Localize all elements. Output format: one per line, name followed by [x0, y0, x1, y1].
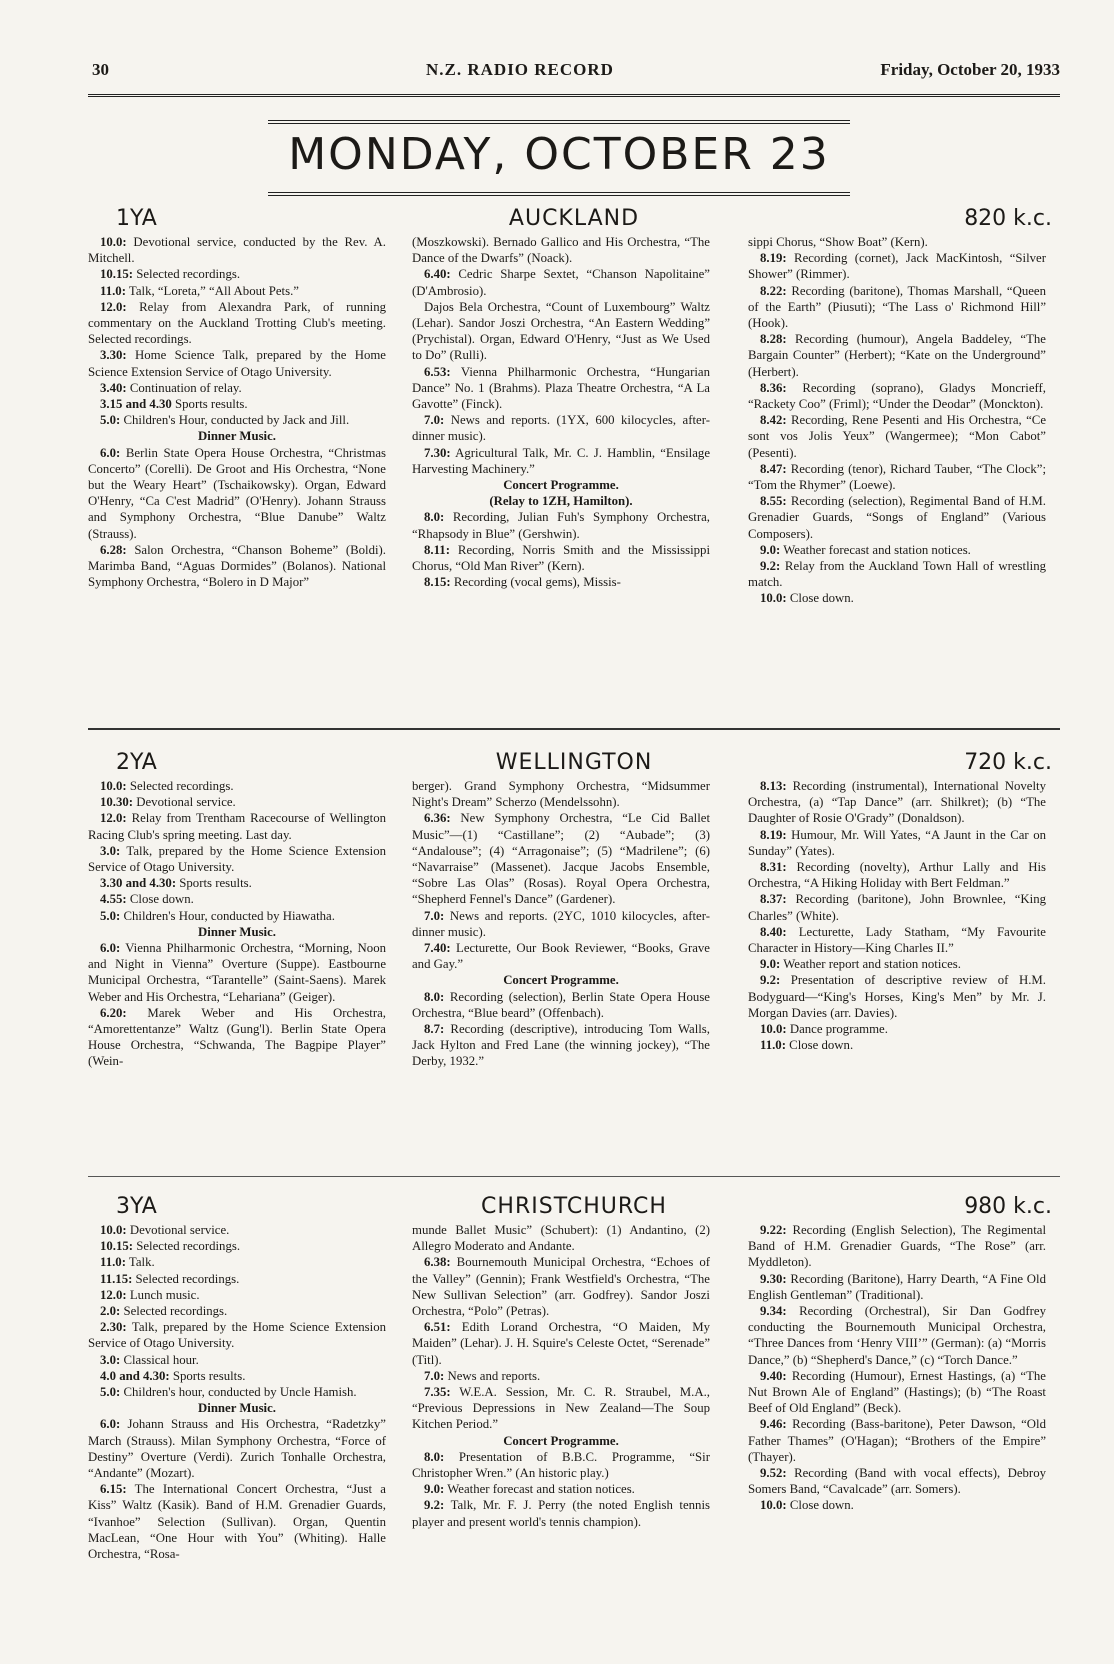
programme-time: 4.55: [100, 892, 127, 907]
programme-time: 6.51: [424, 1320, 451, 1335]
programme-text: Recording (selection), Berlin State Opera House Orchestra, “Blue beard” (Offenbach). [412, 989, 710, 1020]
programme-entry [88, 1254, 386, 1270]
programme-time: 3.0: [100, 843, 121, 858]
programme-time: 9.40: [760, 1368, 787, 1383]
programme-text: Talk, Mr. F. J. Perry (the noted English tennis player and present world's tennis champion). [412, 1498, 710, 1529]
programme-entry [748, 493, 1046, 542]
programme-entry [748, 558, 1046, 590]
masthead: N.Z. RADIO RECORD [426, 60, 614, 79]
programme-entry [88, 412, 386, 428]
station-frequency: 820 k.c. [964, 206, 1052, 231]
programme-text: Close down. [786, 591, 854, 606]
programme-time: 7.35: [424, 1385, 451, 1400]
column-2ya-1 [88, 778, 386, 1070]
programme-entry [748, 234, 1046, 250]
programme-text: Home Science Talk, prepared by the Home Science Extension Service of Otago University. [88, 348, 386, 379]
header-rule [88, 94, 1060, 97]
programme-time: 9.46: [760, 1417, 787, 1432]
programme-time: 3.30 and 4.30: [100, 876, 177, 891]
programme-text: News and reports. (1YX, 600 kilocycles, after-dinner music). [412, 413, 710, 444]
programme-text: News and reports. [444, 1368, 541, 1383]
programme-entry [412, 810, 710, 907]
programme-time: 9.2: [424, 1498, 445, 1513]
programme-text: Selected recordings. [126, 779, 234, 793]
programme-subheading: Concert Programme. [503, 973, 619, 988]
programme-text: Recording (descriptive), introducing Tom Walls, Jack Hylton and Fred Lane (the winning jockey), “The Derby, 1932.” [412, 1022, 710, 1069]
programme-entry [88, 1416, 386, 1481]
programme-time: 3.15 and 4.30 [100, 397, 172, 412]
programme-entry [412, 908, 710, 940]
programme-text: Berlin State Opera House Orchestra, “Christmas Concerto” (Corelli). De Groot and His Orchestra, “None but the Weary Heart” (Tschaikowsky). Organ, Edward O'Henry, “Ca C'est Madrid” (O'Henry). Johann Strauss and Symphony Orchestra, “Blue Danube” Waltz (Strauss). [88, 445, 386, 541]
programme-time: 9.34: [760, 1304, 787, 1319]
programme-entry [412, 412, 710, 444]
programme-text: Recording (selection), Regimental Band of H.M. Grenadier Guards, “Songs of England” (Various Composers). [748, 494, 1046, 541]
programme-time: 10.0: [100, 235, 127, 249]
programme-text: Close down. [126, 892, 194, 907]
programme-entry [748, 972, 1046, 1021]
section-divider [88, 728, 1060, 730]
programme-entry [748, 1368, 1046, 1417]
station-frequency: 980 k.c. [964, 1194, 1052, 1219]
programme-time: 2.30: [100, 1320, 127, 1335]
programme-text: Selected recordings. [133, 1239, 241, 1254]
programme-text: Recording, Norris Smith and the Mississippi Chorus, “Old Man River” (Kern). [412, 542, 710, 574]
programme-entry [88, 1319, 386, 1351]
programme-time: 3.40: [100, 380, 127, 395]
programme-time: 9.22: [760, 1223, 787, 1237]
programme-time: 7.30: [424, 445, 451, 460]
column-3ya-1 [88, 1222, 386, 1562]
programme-text: Recording (soprano), Gladys Moncrieff, “Rackety Coo” (Friml); “Under the Deodar” (Monckton). [748, 380, 1046, 412]
programme-entry [88, 380, 386, 396]
programme-entry [748, 1416, 1046, 1465]
programme-entry [748, 1465, 1046, 1497]
programme-text: berger). Grand Symphony Orchestra, “Midsummer Night's Dream” Scherzo (Mendelssohn). [412, 779, 710, 810]
programme-entry [748, 924, 1046, 956]
programme-time: 8.0: [424, 1449, 445, 1464]
programme-text: sippi Chorus, “Show Boat” (Kern). [748, 235, 928, 249]
programme-entry [412, 1319, 710, 1368]
programme-entry [88, 1222, 386, 1238]
programme-text: Selected recordings. [120, 1304, 228, 1319]
programme-entry [412, 542, 710, 574]
programme-time: 8.37: [760, 892, 787, 907]
programme-text: Humour, Mr. Will Yates, “A Jaunt in the Car on Sunday” (Yates). [748, 827, 1046, 858]
programme-entry [412, 940, 710, 972]
programme-text: Talk, prepared by the Home Science Extension Service of Otago University. [88, 1320, 386, 1351]
programme-subheading: Dinner Music. [198, 924, 276, 939]
programme-time: 8.7: [424, 1022, 445, 1037]
programme-text: Recording, Julian Fuh's Symphony Orchestra, “Rhapsody in Blue” (Gershwin). [412, 510, 710, 541]
programme-text: News and reports. (2YC, 1010 kilocycles, after-dinner music). [412, 908, 710, 939]
programme-entry [88, 875, 386, 891]
programme-entry [88, 1005, 386, 1070]
programme-entry [748, 1037, 1046, 1053]
programme-entry [412, 299, 710, 364]
programme-text: New Symphony Orchestra, “Le Cid Ballet Music”—(1) “Castillane”; (2) “Aubade”; (3) “Andalouse”; (4) “Arragonaise”; (5) “Madrilene”; (6) “Navarraise” (Massenet). Jacque Jacobs Ensemble, “Sobre Las Olas” (Rosas). Royal Opera Orchestra, “Shepherd Fennel's Dance” (Gardener). [412, 811, 710, 907]
programme-text: Edith Lorand Orchestra, “O Maiden, My Maiden” (Lehar). J. H. Squire's Celeste Octet, “Serenade” (Titl). [412, 1320, 710, 1367]
programme-time: 5.0: [100, 413, 121, 428]
programme-time: 7.40: [424, 941, 451, 956]
programme-time: 6.0: [100, 941, 121, 956]
programme-text: Recording (Bass-baritone), Peter Dawson, “Old Father Thames” (O'Hagan); “Brothers of the Empire” (Thayer). [748, 1417, 1046, 1464]
programme-time: 10.0: [100, 779, 127, 793]
programme-text: Lunch music. [126, 1287, 200, 1302]
programme-time: 9.30: [760, 1271, 787, 1286]
programme-text: Recording (cornet), Jack MacKintosh, “Silver Shower” (Rimmer). [748, 251, 1046, 282]
programme-time: 8.22: [760, 283, 787, 298]
programme-text: munde Ballet Music” (Schubert): (1) Andantino, (2) Allegro Moderato and Andante. [412, 1223, 710, 1254]
programme-entry [88, 1384, 386, 1400]
programme-text: Weather forecast and station notices. [444, 1482, 635, 1497]
programme-text: Recording (humour), Angela Baddeley, “The Bargain Counter” (Herbert); “Kate on the Underground” (Herbert). [748, 332, 1046, 379]
programme-entry [412, 266, 710, 298]
programme-time: 5.0: [100, 908, 121, 923]
programme-time: 9.2: [760, 559, 781, 574]
section-divider [88, 1176, 1060, 1177]
programme-text: Bournemouth Municipal Orchestra, “Echoes of the Valley” (Gennin); Frank Westfield's Orchestra, “The New Sullivan Selection” (arr. Godfrey). Sandor Joszi Orchestra, “Polo” (Petras). [412, 1255, 710, 1319]
programme-entry [88, 843, 386, 875]
programme-time: 6.38: [424, 1255, 451, 1270]
programme-entry [748, 461, 1046, 493]
column-1ya-1 [88, 234, 386, 590]
programme-text: The International Concert Orchestra, “Just a Kiss” Waltz (Kasik). Band of H.M. Grenadier Guards, “Ivanhoe” Selection (Sullivan). Organ, Quentin MacLean, “One Hour with You” (Whiting). Halle Orchestra, “Rosa- [88, 1482, 386, 1562]
programme-entry [88, 1352, 386, 1368]
programme-time: 12.0: [100, 299, 127, 314]
programme-text: Sports results. [176, 876, 252, 891]
programme-entry [88, 1238, 386, 1254]
column-2ya-3 [748, 778, 1046, 1053]
programme-entry [412, 509, 710, 541]
programme-text: Vienna Philharmonic Orchestra, “Morning, Noon and Night in Vienna” Overture (Suppe). Eastbourne Municipal Orchestra, “Tarantelle” (Saint-Saens). Marek Weber and His Orchestra, “Lehariana” (Geiger). [88, 941, 386, 1004]
programme-text: Presentation of B.B.C. Programme, “Sir Christopher Wren.” (An historic play.) [412, 1449, 710, 1481]
programme-entry [748, 412, 1046, 461]
programme-text: Recording (Humour), Ernest Hastings, (a) “The Nut Brown Ale of England” (Hastings); (b) “The Roast Beef of Old England” (Beck). [748, 1368, 1046, 1416]
programme-text: Recording (Baritone), Harry Dearth, “A Fine Old English Gentleman” (Traditional). [748, 1271, 1046, 1302]
programme-entry [88, 908, 386, 924]
programme-text: W.E.A. Session, Mr. C. R. Straubel, M.A., “Previous Depressions in New Zealand—The Soup Kitchen Period.” [412, 1385, 710, 1432]
station-header-3ya [88, 1194, 1060, 1222]
programme-entry [748, 380, 1046, 412]
programme-text: Marek Weber and His Orchestra, “Amorettentanze” Waltz (Gung'l). Berlin State Opera House Orchestra, “Schwanda, The Bagpipe Player” (Wein- [88, 1005, 386, 1069]
programme-entry [88, 940, 386, 1005]
station-city: AUCKLAND [508, 206, 640, 231]
programme-entry [412, 1481, 710, 1497]
programme-time: 11.0: [100, 283, 126, 298]
programme-text: Recording (English Selection), The Regimental Band of H.M. Grenadier Guards, “The Rose” (arr. Myddleton). [748, 1223, 1046, 1270]
programme-time: 8.11: [424, 542, 450, 557]
programme-time: 2.0: [100, 1304, 121, 1319]
programme-text: Sports results. [171, 397, 248, 412]
issue-date: Friday, October 20, 1933 [880, 60, 1060, 79]
programme-time: 11.15: [100, 1271, 133, 1286]
programme-text: Recording (vocal gems), Missis- [450, 575, 621, 590]
programme-time: 8.55: [760, 494, 787, 509]
programme-time: 10.0: [760, 1022, 787, 1037]
programme-text: Weather forecast and station notices. [780, 542, 971, 557]
programme-entry [748, 1021, 1046, 1037]
programme-text: Weather report and station notices. [780, 957, 961, 972]
programme-entry [748, 956, 1046, 972]
programme-time: 6.40: [424, 267, 451, 282]
programme-text: Devotional service. [133, 795, 236, 810]
programme-time: 6.28: [100, 542, 127, 557]
programme-subheading: Dinner Music. [198, 429, 276, 444]
programme-time: 10.0: [760, 1498, 787, 1513]
programme-subheading: Concert Programme. [503, 1433, 619, 1448]
programme-entry [412, 234, 710, 266]
station-call: 1YA [116, 206, 157, 231]
column-2ya-2 [412, 778, 710, 1070]
programme-entry [748, 590, 1046, 606]
programme-time: 9.2: [760, 973, 781, 988]
programme-text: Lecturette, Our Book Reviewer, “Books, Grave and Gay.” [412, 941, 710, 972]
programme-entry [748, 331, 1046, 380]
programme-text: Children's Hour, conducted by Jack and Jill. [120, 413, 350, 428]
programme-text: Dance programme. [786, 1022, 888, 1037]
programme-text: Selected recordings. [133, 267, 241, 282]
programme-entry [748, 1222, 1046, 1271]
programme-entry [412, 1384, 710, 1433]
programme-text: Selected recordings. [132, 1271, 240, 1286]
programme-entry [748, 891, 1046, 923]
programme-text: Dajos Bela Orchestra, “Count of Luxembourg” Waltz (Lehar). Sandor Joszi Orchestra, “An Eastern Wedding” (Prychistal). Organ, Edward O'Henry, “Just as We Used to Do” (Rulli). [412, 299, 710, 363]
programme-text: Recording (novelty), Arthur Lally and His Orchestra, “A Hiking Holiday with Bert Feldman.” [748, 860, 1046, 891]
programme-text: Devotional service, conducted by the Rev. A. Mitchell. [88, 235, 386, 266]
programme-text: Sports results. [169, 1368, 246, 1383]
programme-text: Talk, “Loreta,” “All About Pets.” [125, 283, 299, 298]
programme-entry [88, 891, 386, 907]
programme-entry [88, 1368, 386, 1384]
programme-entry [412, 1368, 710, 1384]
programme-entry [748, 778, 1046, 827]
programme-time: 7.0: [424, 1368, 445, 1383]
programme-text: Recording (baritone), John Brownlee, “King Charles” (White). [748, 892, 1046, 923]
station-call: 2YA [116, 750, 157, 775]
programme-entry [88, 1481, 386, 1562]
programme-time: 10.15: [100, 267, 134, 282]
programme-time: 8.15: [424, 575, 451, 590]
programme-time: 9.0: [424, 1482, 445, 1497]
programme-entry [88, 396, 386, 412]
column-3ya-3 [748, 1222, 1046, 1514]
programme-subheading: Dinner Music. [198, 1401, 276, 1416]
programme-time: 8.0: [424, 989, 445, 1004]
programme-text: Johann Strauss and His Orchestra, “Radetzky” March (Strauss). Milan Symphony Orchestra, “Force of Destiny” Overture (Verdi). Zurich Tonhalle Orchestra, “Andante” (Mozart). [88, 1417, 386, 1481]
programme-time: 8.36: [760, 380, 787, 395]
programme-time: 12.0: [100, 811, 127, 826]
programme-time: 7.0: [424, 413, 445, 428]
programme-text: Recording, Rene Pesenti and His Orchestra, “Ce sont vos Jolis Yeux” (Wangermee); “Mon Cabot” (Pesenti). [748, 413, 1046, 460]
programme-entry [748, 1497, 1046, 1513]
programme-entry [412, 1021, 710, 1070]
programme-entry [88, 299, 386, 348]
programme-time: 10.30: [100, 795, 134, 810]
programme-time: 7.0: [424, 908, 445, 923]
programme-time: 6.0: [100, 445, 121, 460]
programme-entry [88, 347, 386, 379]
programme-entry [748, 1271, 1046, 1303]
programme-text: Vienna Philharmonic Orchestra, “Hungarian Dance” No. 1 (Brahms). Plaza Theatre Orchestra, “A La Gavotte” (Finck). [412, 364, 710, 412]
programme-entry [412, 574, 710, 590]
programme-entry [88, 283, 386, 299]
programme-time: 4.0 and 4.30: [100, 1368, 170, 1383]
programme-text: Talk. [125, 1255, 155, 1270]
station-city: WELLINGTON [495, 750, 653, 775]
programme-text: Presentation of descriptive review of H.M. Bodyguard—“King's Horses, King's Men” by Mr. J. Morgan Davies (arr. Davies). [748, 973, 1046, 1020]
programme-entry [748, 542, 1046, 558]
programme-text: Recording (tenor), Richard Tauber, “The Clock”; “Tom the Rhymer” (Loewe). [748, 461, 1046, 493]
programme-time: 9.0: [760, 957, 781, 972]
programme-text: Recording (Band with vocal effects), Debroy Somers Band, “Cavalcade” (arr. Somers). [748, 1466, 1046, 1497]
programme-time: 8.42: [760, 413, 787, 428]
programme-time: 11.0: [100, 1255, 126, 1270]
page-title: MONDAY, OCTOBER 23 [268, 120, 850, 196]
programme-time: 12.0: [100, 1287, 127, 1302]
programme-text: Relay from the Auckland Town Hall of wrestling match. [748, 559, 1046, 590]
programme-text: Continuation of relay. [126, 380, 242, 395]
programme-text: Recording (instrumental), International Novelty Orchestra, (a) “Tap Dance” (arr. Shilkret); (b) “The Daughter of Rosie O'Grady” (Donaldson). [748, 779, 1046, 826]
programme-text: Salon Orchestra, “Chanson Boheme” (Boldi). Marimba Band, “Aguas Dormides” (Bolanos). National Symphony Orchestra, “Bolero in D Major” [88, 542, 386, 590]
programme-entry [88, 1303, 386, 1319]
programme-time: 8.19: [760, 827, 787, 842]
programme-time: 3.30: [100, 348, 127, 363]
station-call: 3YA [116, 1194, 157, 1219]
programme-text: Talk, prepared by the Home Science Extension Service of Otago University. [88, 843, 386, 875]
programme-text: Children's hour, conducted by Uncle Hamish. [120, 1385, 357, 1400]
programme-time: 6.20: [100, 1005, 127, 1020]
programme-time: 8.19: [760, 251, 787, 266]
programme-time: 3.0: [100, 1352, 121, 1367]
programme-entry [412, 445, 710, 477]
programme-time: 6.53: [424, 364, 451, 379]
programme-entry [748, 859, 1046, 891]
programme-text: Classical hour. [120, 1352, 199, 1367]
station-header-1ya [88, 206, 1060, 234]
programme-time: 5.0: [100, 1385, 121, 1400]
programme-entry [412, 778, 710, 810]
programme-text: Recording (baritone), Thomas Marshall, “Queen of the Earth” (Piusuti); “The Lass o' Richmond Hill” (Hook). [748, 283, 1046, 331]
programme-entry [412, 1254, 710, 1319]
programme-entry [88, 778, 386, 794]
station-header-2ya [88, 750, 1060, 778]
programme-time: 10.0: [100, 1223, 127, 1237]
programme-text: Agricultural Talk, Mr. C. J. Hamblin, “Ensilage Harvesting Machinery.” [412, 445, 710, 476]
programme-text: Relay from Alexandra Park, of running commentary on the Auckland Trotting Club's meeting. Selected recordings. [88, 299, 386, 347]
programme-entry [748, 827, 1046, 859]
programme-text: Lecturette, Lady Statham, “My Favourite Character in History—King Charles II.” [748, 924, 1046, 956]
programme-entry [412, 1449, 710, 1481]
programme-text: Cedric Sharpe Sextet, “Chanson Napolitaine” (D'Ambrosio). [412, 267, 710, 298]
station-city: CHRISTCHURCH [481, 1194, 667, 1219]
programme-entry [88, 445, 386, 542]
programme-time: 8.47: [760, 461, 787, 476]
programme-entry [88, 1287, 386, 1303]
programme-entry [88, 794, 386, 810]
programme-subheading: Concert Programme. [503, 478, 619, 493]
programme-entry [88, 810, 386, 842]
programme-time: 8.13: [760, 779, 787, 793]
programme-time: 8.31: [760, 860, 787, 875]
programme-entry [412, 364, 710, 413]
programme-entry [748, 283, 1046, 332]
column-3ya-2 [412, 1222, 710, 1530]
programme-time: 11.0: [760, 1038, 786, 1053]
programme-time: 6.36: [424, 811, 451, 826]
programme-text: Recording (Orchestral), Sir Dan Godfrey conducting the Bournemouth Municipal Orchestra, “Three Dances from ‘Henry VIII’” (German): (a) “Morris Dance,” (b) “Shepherd's Dance,” (c) “Torch Dance.” [748, 1304, 1046, 1367]
programme-time: 8.0: [424, 510, 445, 525]
programme-entry [748, 250, 1046, 282]
programme-time: 9.0: [760, 542, 781, 557]
programme-entry [412, 1497, 710, 1529]
programme-text: Children's Hour, conducted by Hiawatha. [120, 908, 335, 923]
programme-text: Relay from Trentham Racecourse of Wellington Racing Club's spring meeting. Last day. [88, 811, 386, 842]
programme-time: 9.52: [760, 1466, 787, 1481]
programme-time: 6.15: [100, 1482, 127, 1497]
programme-entry [748, 1303, 1046, 1368]
programme-text: (Moszkowski). Bernado Gallico and His Orchestra, “The Dance of the Dwarfs” (Noack). [412, 235, 710, 266]
programme-text: Close down. [785, 1038, 854, 1053]
programme-time: 10.0: [760, 591, 787, 606]
programme-entry [412, 1222, 710, 1254]
column-1ya-3 [748, 234, 1046, 607]
programme-time: 10.15: [100, 1239, 134, 1254]
programme-entry [412, 989, 710, 1021]
programme-text: Close down. [786, 1498, 854, 1513]
programme-text: Devotional service. [126, 1223, 230, 1237]
programme-time: 8.40: [760, 924, 787, 939]
programme-subheading: (Relay to 1ZH, Hamilton). [489, 494, 633, 509]
programme-entry [88, 542, 386, 591]
programme-entry [88, 1271, 386, 1287]
running-header [88, 58, 1060, 84]
column-1ya-2 [412, 234, 710, 590]
programme-entry [88, 266, 386, 282]
programme-entry [88, 234, 386, 266]
station-frequency: 720 k.c. [964, 750, 1052, 775]
page-number: 30 [92, 60, 109, 79]
programme-time: 8.28: [760, 332, 787, 347]
programme-time: 6.0: [100, 1417, 121, 1432]
